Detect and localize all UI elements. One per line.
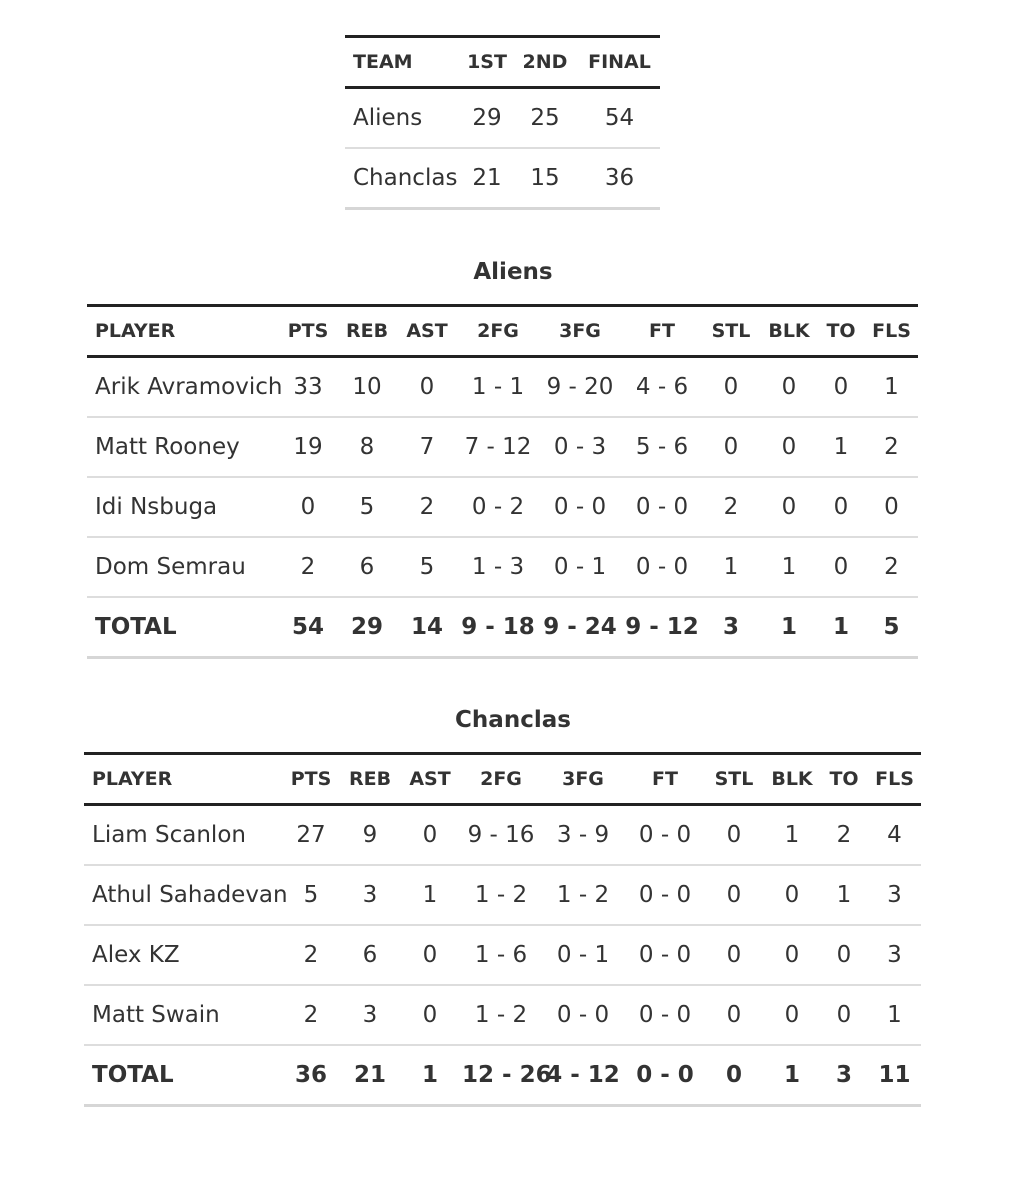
stat-3fg: 0 - 0	[540, 985, 626, 1045]
stat-2fg: 1 - 1	[459, 357, 537, 418]
stat-ft: 0 - 0	[623, 477, 701, 537]
stat-3fg: 0 - 1	[540, 925, 626, 985]
stat-ast: 0	[398, 985, 462, 1045]
total-to: 3	[820, 1045, 868, 1106]
score-final: 54	[579, 88, 660, 149]
header-ft: FT	[626, 754, 704, 805]
stat-3fg: 0 - 3	[537, 417, 623, 477]
stat-to: 0	[820, 925, 868, 985]
stat-3fg: 1 - 2	[540, 865, 626, 925]
player-name: Alex KZ	[84, 925, 280, 985]
stat-pts: 0	[277, 477, 339, 537]
stat-ft: 5 - 6	[623, 417, 701, 477]
stat-blk: 0	[764, 985, 820, 1045]
player-name: Matt Swain	[84, 985, 280, 1045]
score-1st: 21	[463, 148, 511, 209]
header-to: TO	[817, 306, 865, 357]
stat-stl: 0	[704, 985, 764, 1045]
total-stl: 3	[701, 597, 761, 658]
scoreboard-table	[345, 35, 660, 210]
header-fls: FLS	[868, 754, 921, 805]
header-3fg: 3FG	[537, 306, 623, 357]
stat-pts: 33	[277, 357, 339, 418]
stat-pts: 5	[280, 865, 342, 925]
total-ft: 0 - 0	[626, 1045, 704, 1106]
total-fls: 11	[868, 1045, 921, 1106]
stat-fls: 3	[868, 925, 921, 985]
stat-fls: 2	[865, 417, 918, 477]
stat-reb: 9	[342, 805, 398, 866]
stat-reb: 10	[339, 357, 395, 418]
stat-stl: 0	[704, 865, 764, 925]
chanclas-team-title: Chanclas	[455, 707, 571, 733]
stat-fls: 4	[868, 805, 921, 866]
total-3fg: 9 - 24	[537, 597, 623, 658]
player-row	[87, 357, 918, 418]
header-reb: REB	[342, 754, 398, 805]
header-player: PLAYER	[87, 306, 277, 357]
header-stl: STL	[701, 306, 761, 357]
stat-3fg: 0 - 0	[537, 477, 623, 537]
stat-ast: 0	[398, 805, 462, 866]
stat-blk: 0	[764, 925, 820, 985]
player-row	[87, 537, 918, 597]
total-reb: 21	[342, 1045, 398, 1106]
total-label: TOTAL	[84, 1045, 280, 1106]
stat-to: 0	[817, 357, 865, 418]
stat-ast: 0	[395, 357, 459, 418]
stat-3fg: 0 - 1	[537, 537, 623, 597]
stat-ast: 0	[398, 925, 462, 985]
stat-ft: 0 - 0	[626, 925, 704, 985]
stat-2fg: 7 - 12	[459, 417, 537, 477]
stat-blk: 0	[761, 477, 817, 537]
stat-reb: 6	[339, 537, 395, 597]
team-name: Chanclas	[345, 148, 463, 209]
header-2fg: 2FG	[459, 306, 537, 357]
header-blk: BLK	[761, 306, 817, 357]
score-final: 36	[579, 148, 660, 209]
player-name: Matt Rooney	[87, 417, 277, 477]
total-row	[84, 1045, 921, 1106]
total-ft: 9 - 12	[623, 597, 701, 658]
total-2fg: 12 - 26	[462, 1045, 540, 1106]
header-pts: PTS	[280, 754, 342, 805]
header-fls: FLS	[865, 306, 918, 357]
total-3fg: 4 - 12	[540, 1045, 626, 1106]
total-pts: 54	[277, 597, 339, 658]
header-to: TO	[820, 754, 868, 805]
stat-blk: 0	[761, 417, 817, 477]
player-name: Dom Semrau	[87, 537, 277, 597]
stat-fls: 1	[868, 985, 921, 1045]
stat-fls: 0	[865, 477, 918, 537]
total-blk: 1	[764, 1045, 820, 1106]
stat-2fg: 1 - 6	[462, 925, 540, 985]
stat-to: 1	[817, 417, 865, 477]
stat-2fg: 1 - 2	[462, 985, 540, 1045]
header-team: TEAM	[345, 37, 463, 88]
stat-pts: 2	[277, 537, 339, 597]
total-reb: 29	[339, 597, 395, 658]
total-2fg: 9 - 18	[459, 597, 537, 658]
stat-ft: 0 - 0	[623, 537, 701, 597]
scoreboard-row	[345, 88, 660, 149]
header-pts: PTS	[277, 306, 339, 357]
stat-stl: 0	[704, 805, 764, 866]
player-row	[84, 985, 921, 1045]
stat-ft: 0 - 0	[626, 865, 704, 925]
aliens-team-title: Aliens	[473, 259, 553, 285]
stat-fls: 1	[865, 357, 918, 418]
header-final: FINAL	[579, 37, 660, 88]
stat-blk: 1	[764, 805, 820, 866]
stat-3fg: 3 - 9	[540, 805, 626, 866]
total-fls: 5	[865, 597, 918, 658]
header-2nd: 2ND	[511, 37, 579, 88]
total-blk: 1	[761, 597, 817, 658]
stat-ast: 7	[395, 417, 459, 477]
stat-pts: 27	[280, 805, 342, 866]
stat-2fg: 1 - 2	[462, 865, 540, 925]
stat-reb: 3	[342, 985, 398, 1045]
stat-reb: 6	[342, 925, 398, 985]
total-label: TOTAL	[87, 597, 277, 658]
stat-stl: 1	[701, 537, 761, 597]
total-ast: 14	[395, 597, 459, 658]
header-reb: REB	[339, 306, 395, 357]
header-blk: BLK	[764, 754, 820, 805]
stat-ft: 0 - 0	[626, 805, 704, 866]
scoreboard-header-row	[345, 37, 660, 88]
stat-to: 2	[820, 805, 868, 866]
team-name: Aliens	[345, 88, 463, 149]
stat-fls: 3	[868, 865, 921, 925]
player-row	[84, 865, 921, 925]
player-row	[87, 477, 918, 537]
stat-pts: 2	[280, 925, 342, 985]
stat-reb: 5	[339, 477, 395, 537]
stat-ft: 0 - 0	[626, 985, 704, 1045]
stat-ast: 2	[395, 477, 459, 537]
stat-to: 0	[817, 477, 865, 537]
stat-blk: 1	[761, 537, 817, 597]
stat-stl: 0	[704, 925, 764, 985]
aliens-header-row	[87, 306, 918, 357]
player-name: Liam Scanlon	[84, 805, 280, 866]
stat-ft: 4 - 6	[623, 357, 701, 418]
player-name: Idi Nsbuga	[87, 477, 277, 537]
aliens-stats-table	[87, 304, 918, 659]
stat-to: 1	[820, 865, 868, 925]
header-1st: 1ST	[463, 37, 511, 88]
stat-stl: 0	[701, 357, 761, 418]
chanclas-header-row	[84, 754, 921, 805]
stat-to: 0	[817, 537, 865, 597]
total-pts: 36	[280, 1045, 342, 1106]
player-row	[84, 805, 921, 866]
total-to: 1	[817, 597, 865, 658]
scoreboard-row	[345, 148, 660, 209]
stat-2fg: 9 - 16	[462, 805, 540, 866]
player-row	[87, 417, 918, 477]
stat-to: 0	[820, 985, 868, 1045]
header-stl: STL	[704, 754, 764, 805]
stat-blk: 0	[761, 357, 817, 418]
stat-reb: 3	[342, 865, 398, 925]
stat-pts: 19	[277, 417, 339, 477]
stat-stl: 2	[701, 477, 761, 537]
header-ast: AST	[398, 754, 462, 805]
stat-blk: 0	[764, 865, 820, 925]
stat-2fg: 0 - 2	[459, 477, 537, 537]
player-row	[84, 925, 921, 985]
stat-ast: 5	[395, 537, 459, 597]
total-ast: 1	[398, 1045, 462, 1106]
header-2fg: 2FG	[462, 754, 540, 805]
score-2nd: 25	[511, 88, 579, 149]
header-player: PLAYER	[84, 754, 280, 805]
stat-2fg: 1 - 3	[459, 537, 537, 597]
stat-ast: 1	[398, 865, 462, 925]
stat-3fg: 9 - 20	[537, 357, 623, 418]
player-name: Athul Sahadevan	[84, 865, 280, 925]
stat-pts: 2	[280, 985, 342, 1045]
header-ast: AST	[395, 306, 459, 357]
stat-fls: 2	[865, 537, 918, 597]
header-3fg: 3FG	[540, 754, 626, 805]
header-ft: FT	[623, 306, 701, 357]
total-stl: 0	[704, 1045, 764, 1106]
stat-reb: 8	[339, 417, 395, 477]
score-1st: 29	[463, 88, 511, 149]
player-name: Arik Avramovich	[87, 357, 277, 418]
score-2nd: 15	[511, 148, 579, 209]
chanclas-stats-table	[84, 752, 921, 1107]
total-row	[87, 597, 918, 658]
stat-stl: 0	[701, 417, 761, 477]
